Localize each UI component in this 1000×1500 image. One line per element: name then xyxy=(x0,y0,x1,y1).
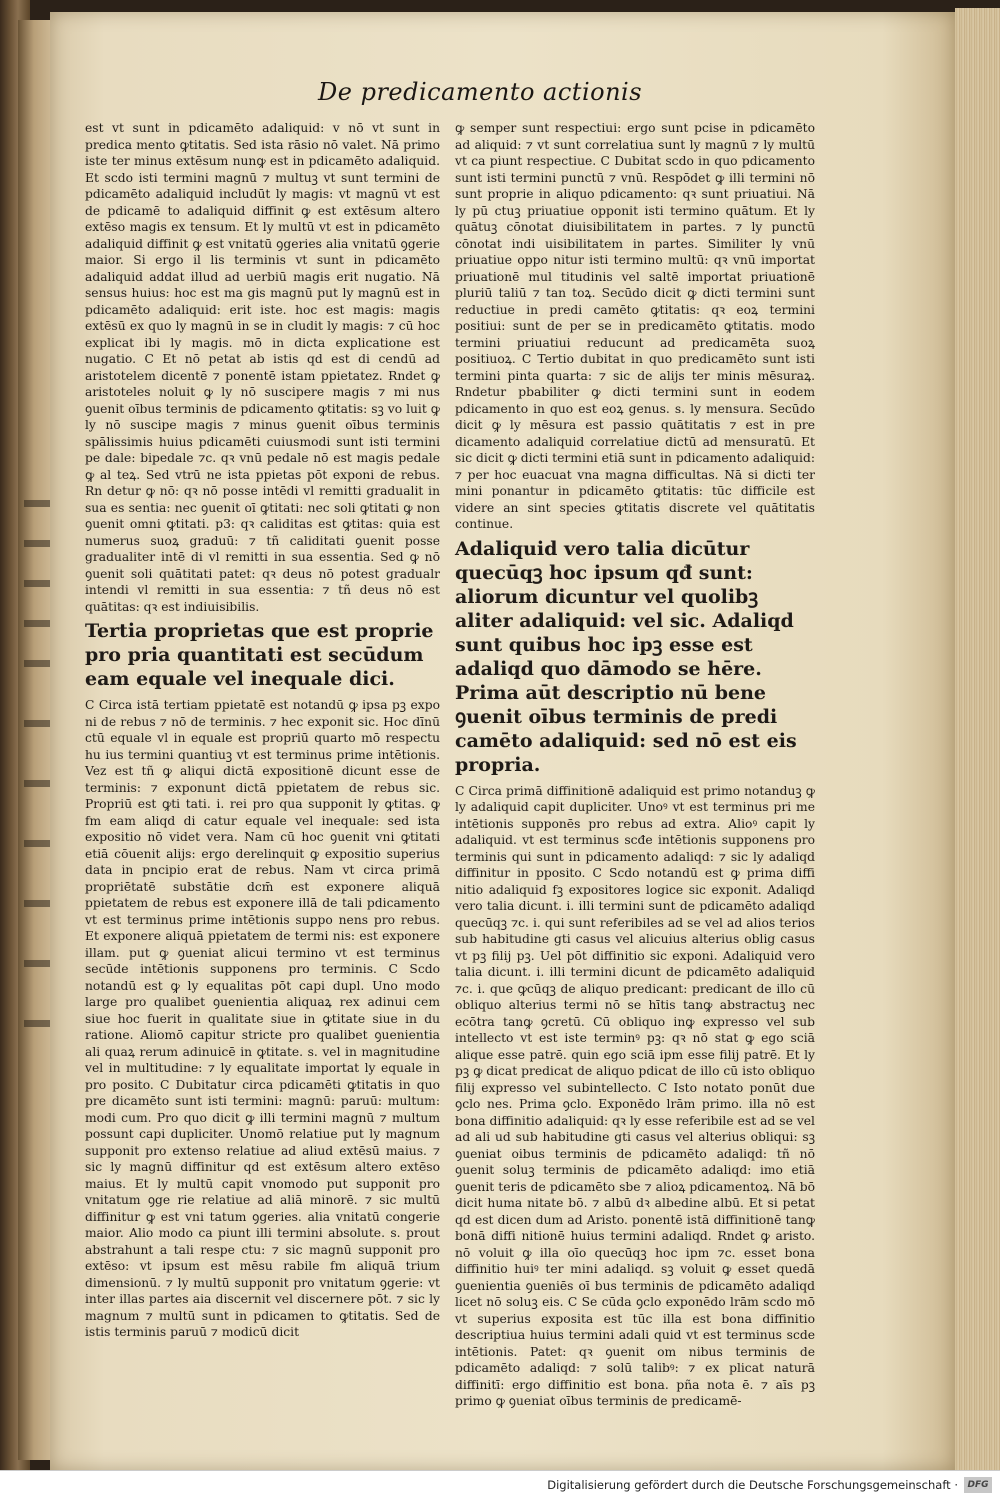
dfg-logo[interactable]: DFG xyxy=(964,1477,992,1493)
left-text-column xyxy=(85,120,440,1339)
running-header: De predicamento actionis xyxy=(318,78,643,106)
left-paragraph-after: C Circa istā tertiam ppietatē est notandū ꝙ ipsa pꝫ expo ni de rebus ⁊ nō de terminis. ⁊ hec exponit sic. Hoc dīnū ctū equale vl in equale est propriū quarto mō respectu hu ius termini quantiuꝫ vt est terminus prime intētionis. Vez est tñ ꝙ aliqui dictā expositionē dicunt esse de terminis: ⁊ exponunt dictā ppietatem de rebus sic. Propriū est ꝙti tati. i. rei pro qua supponit ly ꝙtitas. ꝙ fm eam aliqd di catur equale vel inequale: sed ista expositio nō videt vera. Nam cū hoc ꝯuenit vni ꝙtitati etiā cōuenit alijs: ergo derelinquit ꝙ expositio superius data in pncipio erat de rebus. Nam vt circa primā propriētatē substātie dcm̄ est exponere aliquā ppietatem de rebus est exponere illā de tali pdicamento vt est terminus prime intētionis suppo nens pro rebus. Et exponere aliquā ppietatem de termi nis: est exponere illam. put ꝙ ꝯueniat alicui termino vt est terminus secūde intētionis supponens pro terminis. C Scdo notandū est ꝙ ly equalitas pōt capi dupl. Uno modo large pro qualibet ꝯuenientia aliquaꝝ rex adinui cem siue hoc fuerit in qualitate siue in ꝙtitate siue in du ratione. Aliomō capitur stricte pro qualibet ꝯuenientia ali quaꝝ rerum adinuicē in ꝙtitate. s. vel in magnitudine vel in multitudine: ⁊ ly equalitate importat ly equale in pro posito. C Dubitatur circa pdicamēti ꝙtitatis in quo pre dicamēto sunt isti termini: magnū: paruū: multum: modi cum. Pro quo dicit ꝙ illi termini magnū ⁊ multum possunt capi dupliciter. Unomō relatiue put ly magnum supponit pro extenso relatiue ad aliud extēsū maius. ⁊ sic ly magnū diffinitur qd est extēsum altero extēso maius. Et ly multū capit vnomodo put supponit pro vnitatum ꝯge rie relatiue ad aliā minorē. ⁊ sic multū diffinitur ꝙ est vni tatum ꝯgeries. alia vnitatū congerie maior. Alio modo ca piunt illi termini absolute. s. prout abstrahunt a tali respe ctu: ⁊ sic magnū supponit pro extēso: vt ipsum est mēsu rabile fm aliquā trium dimensionū. ⁊ ly multū supponit pro vnitatum ꝯgerie: vt inter illas partes aia discernit vel discernere pōt. ⁊ sic ly magnum ⁊ multū sunt in pdicamen to ꝙtitatis. Sed de istis terminis paruū ⁊ modicū dicit xyxy=(85,698,440,1339)
right-paragraph-after: C Circa primā diffinitionē adaliquid est primo notanduꝫ ꝙ ly adaliquid capit dupliciter. Unoꝰ vt est terminus pri me intētionis supponēs pro rebus ad extra. Alioꝰ capit ly adaliquid. vt est terminus scđe intētionis supponens pro terminis qui sunt in pdicamento adaliqd: ⁊ sic ly adaliqd diffinitur in pposito. C Scdo notandū est ꝙ prima diffi nitio adaliquid fꝫ expositores logice sic exponit. Adaliqd vero talia dicunt. i. illi termini sunt de pdicamēto adaliqd quecūqꝫ ⁊c. i. qui sunt referibiles ad se vel ad alios terios sub habitudine gti casus vel alicuius alterius oblig casus vt pꝫ filij pꝫ. Uel pōt diffinitio sic exponi. Adaliquid vero talia dicunt. i. illi termini dicunt de pdicamēto adaliquid ⁊c. i. que ꝙcūqꝫ de aliquo predicant: predicant de illo cū obliquo alterius termi nō se hītis tanꝙ abstractuꝫ nec ecōtra tanꝙ ꝯcretū. Cū obliquo inꝙ expresso vel sub intellecto vt est iste terminꝰ pꝫ: qꝛ nō stat ꝙ ego sciā alique esse patrē. quin ego sciā ipm esse filij patrē. Et ly pꝫ ꝙ dicat predicat de aliquo pdicat de illo cū isto obliquo filij expresso vel subintellecto. C Isto notato ponūt due ꝯclo nes. Prima ꝯclo. Exponēdo lrām primo. illa nō est bona diffinitio adaliquid: qꝛ ly esse referibile est ad se vel ad ali ud sub habitudine gti casus vel alterius obliqui: sꝫ ꝯueniat oibus terminis de pdicamēto adaliqd: tñ nō ꝯuenit soluꝫ terminis de pdicamēto adaliqd: imo etiā ꝯuenit teris de pdicamēto sbe ⁊ alioꝝ pdicamentoꝝ. Nā bō dicit huma nitate bō. ⁊ albū dꝛ albedine albū. Et si petat qd est dicen dum ad Aristo. ponentē istā diffinitionē tanꝙ bonā diffi nitionē huius termini adaliqd. Rndet ꝙ aristo. nō voluit ꝙ illa oīo quecūqꝫ hoc ipm ⁊c. esset bona diffinitio huiꝰ ter mini adaliqd. sꝫ voluit ꝙ esset quedā ꝯuenientia ꝯueniēs oī bus terminis de pdicamēto adaliqd licet nō soluꝫ eis. C Se cūda ꝯclo exponēdo lrām scdo mō vt superius exposita est tūc illa est bona diffinitio descriptiua huius termini adali quid vt est terminus scde intētionis. Patet: qꝛ ꝯuenit om nibus terminis de pdicamēto adaliqd: ⁊ solū talibꝰ: ⁊ ex plicat naturā diffinitī: ergo diffinitio est bona. pña nota ē. ⁊ aīs pꝫ primo ꝙ ꝯueniat oībus terminis de predicamē- xyxy=(455,783,815,1408)
digitization-footer xyxy=(0,1470,1000,1500)
left-paragraph: est vt sunt in pdicamēto adaliquid: v nō vt sunt in predica mento ꝙtitatis. Sed ista rāsio nō valet. Nā primo iste ter minus extēsum nunꝙ est in pdicamēto adaliquid. Et scdo isti termini magnū ⁊ multuꝫ vt sunt termini de pdicamēto adaliquid includūt ly magis: vt magnū vt est de pdicamē to adaliquid diffinit ꝙ est extēsum altero extēso magis ex tensum. Et ly multū vt est in pdicamēto adaliquid diffinit ꝙ est vnitatū ꝯgeries alia vnitatū ꝯgerie maior. Si ergo il lis terminis vt sunt in pdicamēto adaliquid addat illud ad uerbiū magis erit nugatio. Nā sensus huius: hoc est ma gis magnū put ly magnū est in pdicamēto adaliquid: erit iste. hoc est magis: magis extēsū ex quo ly magnū in se in cludit ly magis: ⁊ cū hoc explicat ibi ly magis. mō in dicta explicatione est nugatio. C Et nō petat ab istis qd est di cendū ad aristotelem dicentē ⁊ ponentē istam ppietatez. Rndet ꝙ aristoteles noluit ꝙ ly nō suscipere magis ⁊ mi nus ꝯuenit oībus terminis de pdicamento ꝙtitatis: sꝫ vo luit ꝙ ly nō suscipe magis ⁊ minus ꝯuenit oībus terminis spālissimis huius pdicamēti cuiusmodi sunt isti termini pe dale: bipedale ⁊c. qꝛ vnū pedale nō est magis pedale ꝙ al teꝝ. Sed vtrū ne ista ppietas pōt exponi de rebus. Rn detur ꝙ nō: qꝛ nō posse intēdi vl remitti gradualit in sua es sentia: nec ꝯuenit oī ꝙtitati: nec soli ꝙtitati ꝙ non ꝯuenit omni ꝙtitati. p3: qꝛ caliditas est ꝙtitas: quia est numerus suoꝝ graduū: ⁊ tñ caliditati ꝯuenit posse gradualiter intē di vl remitti in sua essentia. Sed ꝙ nō ꝯuenit soli quātitati patet: qꝛ deus nō potest gradualr intendi vl remitti in sua essentia: ⁊ tñ deus nō est quātitas: qꝛ est indiuisibilis. xyxy=(85,121,440,614)
right-paragraph: ꝙ semper sunt respectiui: ergo sunt pcise in pdicamēto ad aliquid: ⁊ vt sunt correlatiua sunt ly magnū ⁊ ly multū vt ca piunt respectiue. C Dubitat scdo in quo pdicamento sunt isti termini punctū ⁊ vnū. Respōdet ꝙ illi termini nō sunt proprie in aliquo pdicamento: qꝛ sunt priuatiui. Nā ly pū ctuꝫ priuatiue opponit isti termino quātum. Et ly quātuꝫ cōnotat diuisibilitatem in partes. ⁊ ly punctū cōnotat indi uisibilitatem in partes. Similiter ly vnū priuatiue oppo nitur isti termino multū: qꝛ vnū importat priuationē mul titudinis vel saltē importat priuationē pluriū taliū ⁊ tan toꝝ. Secūdo dicit ꝙ dicti termini sunt reductiue in predi camēto ꝙtitatis: qꝛ eoꝝ termini positiui: sunt de per se in predicamēto ꝙtitatis. modo termini priuatiui reducunt ad predicamēta suoꝝ positiuoꝝ. C Tertio dubitat in quo predicamēto sunt isti termini pinta quarta: ⁊ sic de alijs ter minis mēsuraꝝ. Rndetur pbabiliter ꝙ dicti termini sunt in eodem pdicamento in quo est eoꝝ genus. s. ly mensura. Secūdo dicit ꝙ ly mēsura est passio quātitatis ⁊ est in pre dicamento adaliquid correlatiue dictū ad mensuratū. Et sic dicit ꝙ dicti termini etiā sunt in pdicamento adaliquid: ⁊ per hoc euacuat vna magna difficultas. Nā si dicti ter mini ponantur in pdicamēto ꝙtitatis: tūc difficile est videre an sint species ꝙtitatis discrete vel quātitatis continue. xyxy=(455,121,815,531)
right-section-heading: Adaliquid vero talia dicūtur quecūqꝫ hoc ipsum qđ sunt: aliorum dicuntur vel quolibꝫ aliter adaliquid: vel sic. Adaliqd sunt quibus hoc ipꝫ esse est adaliqd quo dāmodo se hēre. Prima aūt descriptio nū bene ꝯuenit oībus terminis de predi camēto adaliquid: sed nō est eis propria. xyxy=(455,537,797,776)
right-text-column xyxy=(455,120,815,1408)
funding-credit: Digitalisierung gefördert durch die Deutsche Forschungsgemeinschaft · xyxy=(547,1478,958,1492)
page-fore-edge xyxy=(955,8,1000,1470)
left-section-heading: Tertia proprietas que est proprie pro pria quantitati est secūdum eam equale vel inequale dici. xyxy=(85,620,434,690)
